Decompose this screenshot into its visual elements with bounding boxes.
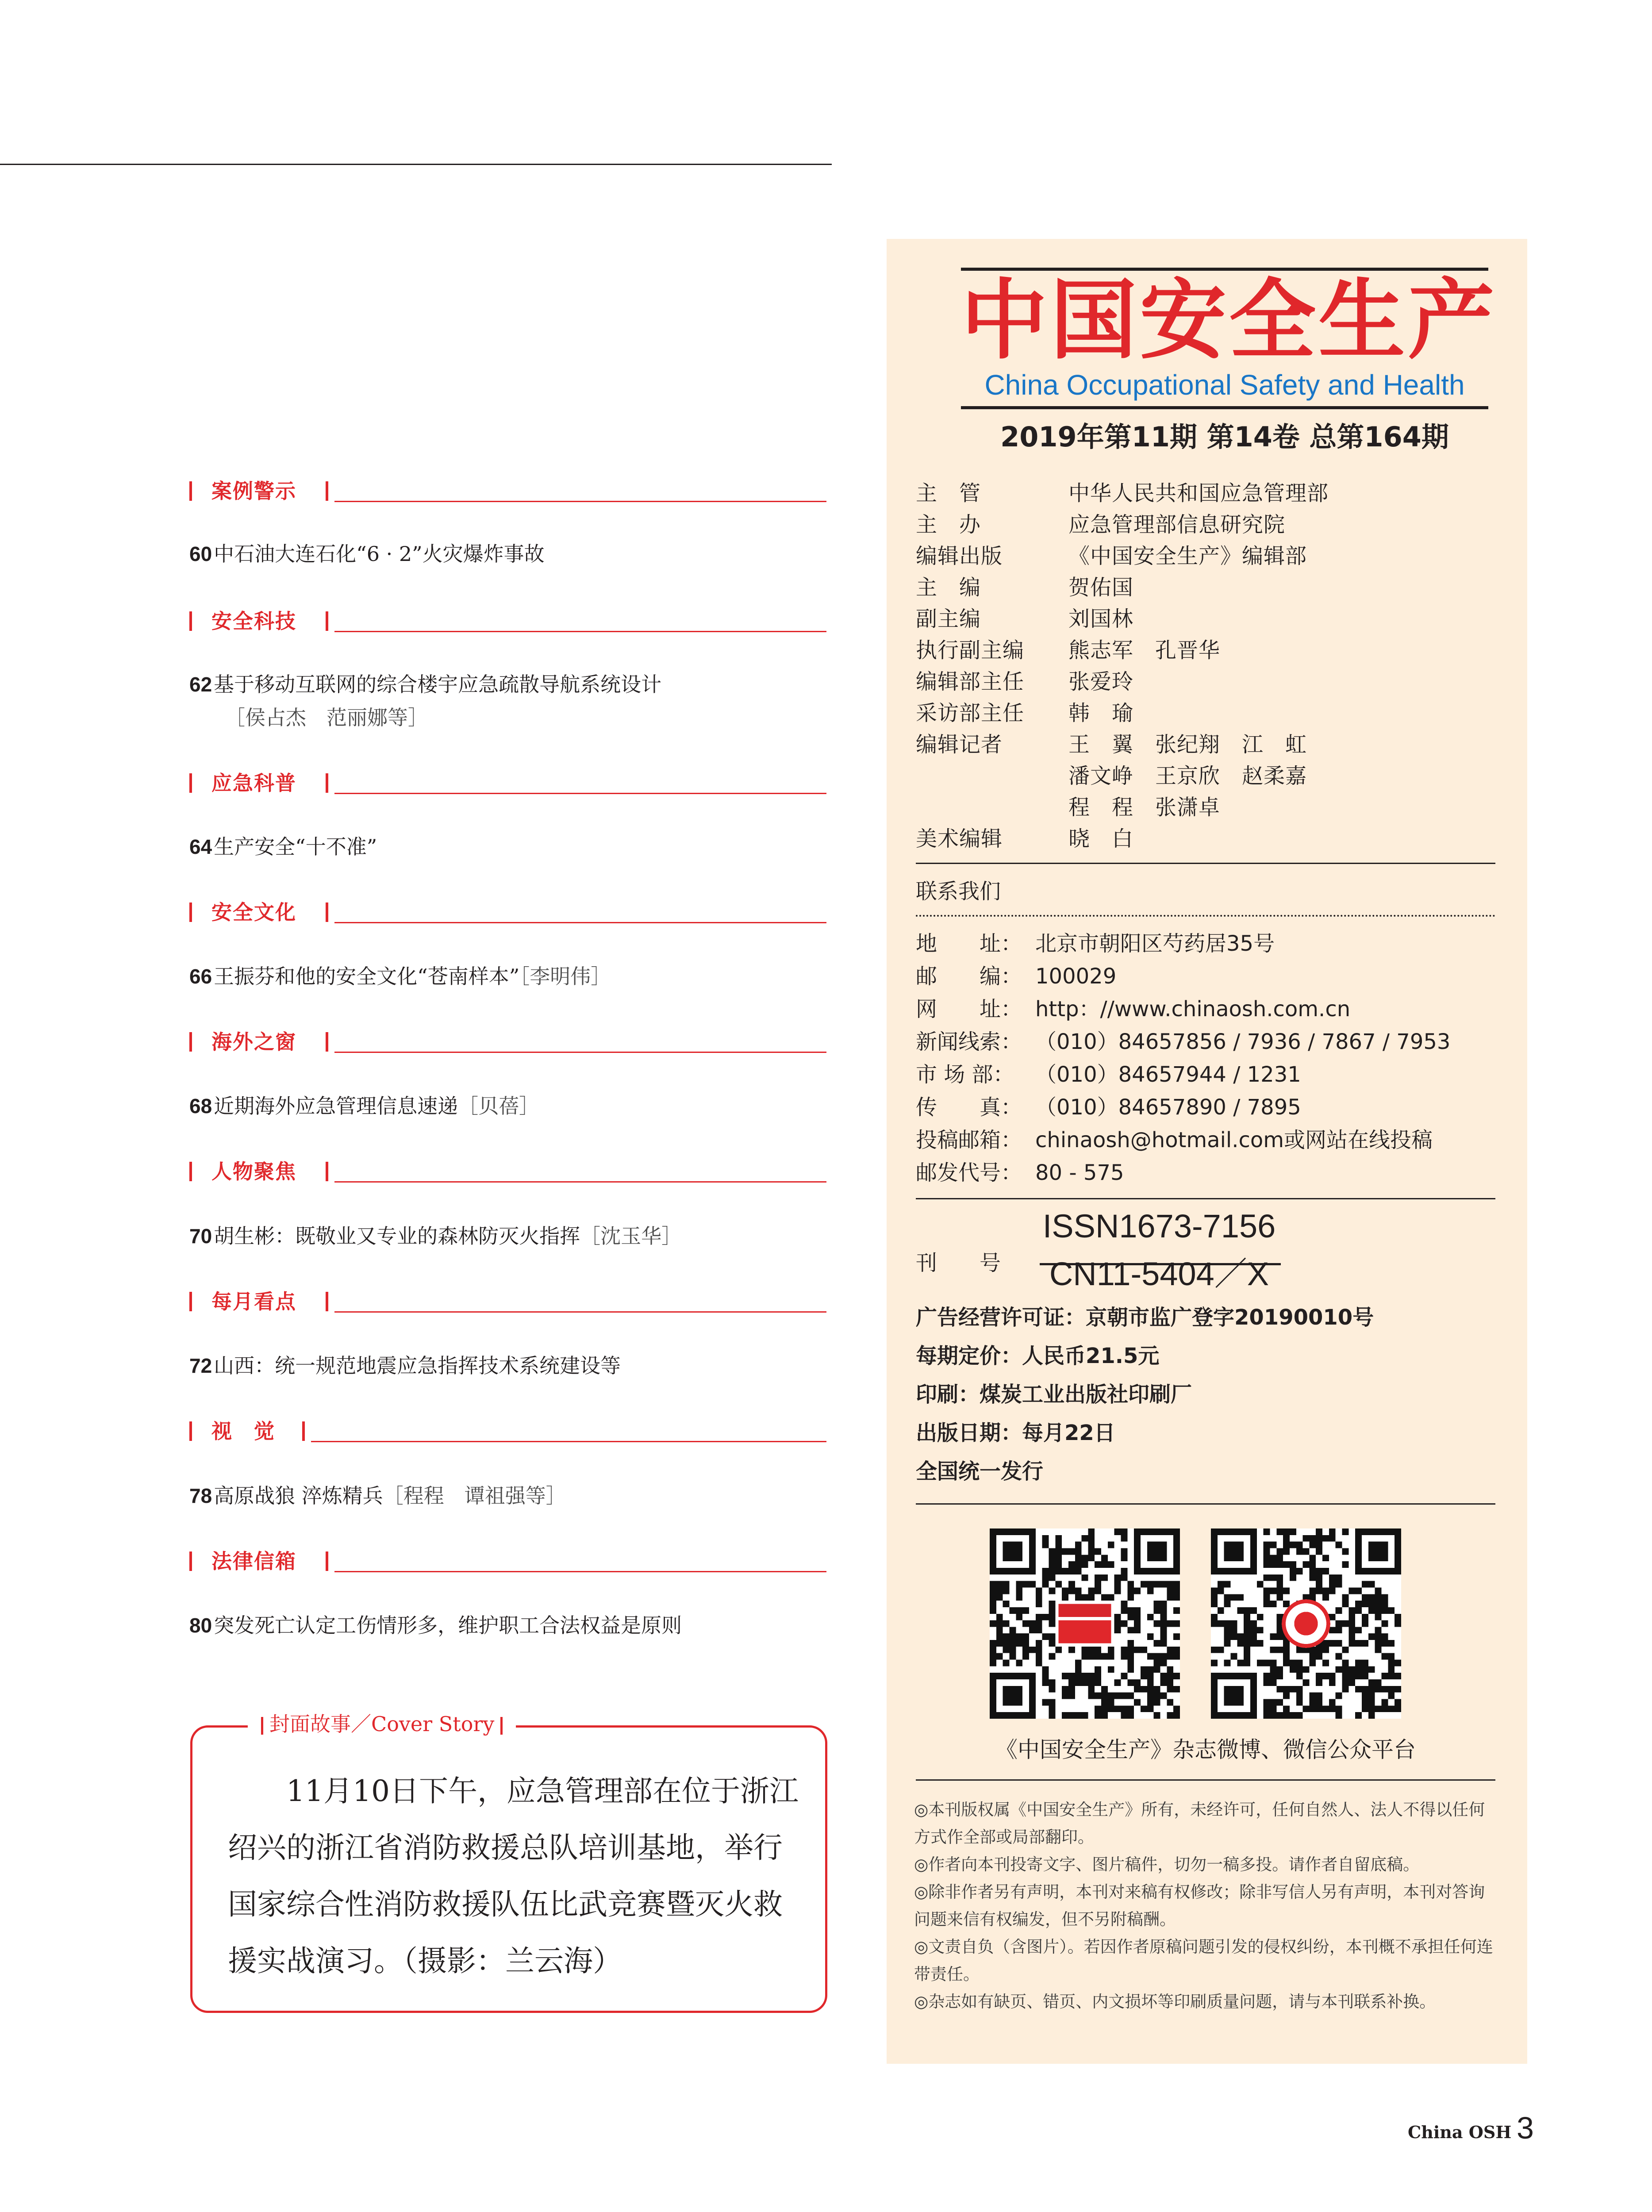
ad-license: 广告经营许可证：京朝市监广登字20190010号 bbox=[916, 1305, 1374, 1330]
magazine-subtitle: China Occupational Safety and Health bbox=[984, 369, 1465, 401]
dotted-divider bbox=[916, 915, 1495, 917]
top-divider bbox=[0, 164, 832, 165]
issn-label: 刊 号 bbox=[916, 1251, 1001, 1275]
distribution: 全国统一发行 bbox=[916, 1459, 1044, 1484]
issn-number: ISSN1673-7156 bbox=[1042, 1208, 1276, 1244]
divider bbox=[916, 1503, 1495, 1505]
cover-story-text: 11月10日下午，应急管理部在位于浙江绍兴的浙江省消防救援总队培训基地，举行国家综合性消防救援队伍比武竞赛暨灭火救援实战演习。（摄影：兰云海） bbox=[228, 1774, 799, 1978]
toc-entry[interactable]: 62基于移动互联网的综合楼宇应急疏散导航系统设计 bbox=[189, 672, 662, 696]
toc-entry[interactable]: 78高原战狼 淬炼精兵［程程 谭祖强等］ bbox=[189, 1484, 566, 1508]
section-header: 安全科技 bbox=[189, 607, 826, 634]
cn-number: CN11-5404／X bbox=[1049, 1256, 1269, 1292]
wechat-qr-code-icon[interactable] bbox=[1211, 1528, 1401, 1719]
toc-entry[interactable]: 64生产安全“十不准” bbox=[189, 835, 377, 859]
masthead-bottom-rule bbox=[961, 406, 1488, 409]
section-header: 应急科普 bbox=[189, 769, 826, 795]
email-link[interactable]: chinaosh@hotmail.com或网站在线投稿 bbox=[1035, 1128, 1433, 1152]
weibo-qr-code-icon[interactable] bbox=[990, 1528, 1180, 1719]
contact-heading: 联系我们 bbox=[916, 879, 1001, 904]
publication-date: 出版日期：每月22日 bbox=[916, 1421, 1115, 1445]
note: ◎杂志如有缺页、错页、内文损坏等印刷质量问题，请与本刊联系补换。 bbox=[914, 1992, 1436, 2011]
section-header: 人物聚焦 bbox=[189, 1157, 826, 1184]
section-header: 法律信箱 bbox=[189, 1547, 826, 1574]
issue-info: 2019年第11期 第14卷 总第164期 bbox=[1000, 421, 1449, 453]
toc-entry[interactable]: 66王振芬和他的安全文化“苍南样本”［李明伟］ bbox=[189, 964, 611, 988]
magazine-title: 中国安全生产 bbox=[961, 270, 1498, 371]
divider bbox=[916, 1779, 1495, 1781]
copyright-notes bbox=[914, 1796, 1498, 2016]
qr-caption: 《中国安全生产》杂志微博、微信公众平台 bbox=[995, 1737, 1416, 1763]
toc-entry[interactable]: 70胡生彬：既敬业又专业的森林防灭火指挥［沈玉华］ bbox=[189, 1224, 682, 1248]
note: ◎除非作者另有声明，本刊对来稿有权修改；除非写信人另有声明，本刊对答询问题来信有权编发，但不另附稿酬。 bbox=[914, 1882, 1485, 1929]
toc-entry[interactable]: 72山西：统一规范地震应急指挥技术系统建设等 bbox=[189, 1354, 621, 1378]
price: 每期定价：人民币21.5元 bbox=[916, 1344, 1160, 1368]
website-link[interactable]: http：//www.chinaosh.com.cn bbox=[1035, 997, 1351, 1022]
cover-story-heading: 封面故事／Cover Story bbox=[248, 1709, 516, 1740]
toc-entry-author: ［侯占杰 范丽娜等］ bbox=[225, 706, 428, 730]
section-header: 每月看点 bbox=[189, 1287, 826, 1314]
toc-entry[interactable]: 68近期海外应急管理信息速递［贝蓓］ bbox=[189, 1094, 540, 1118]
section-header: 视 觉 bbox=[189, 1417, 826, 1444]
printer: 印刷：煤炭工业出版社印刷厂 bbox=[916, 1382, 1192, 1407]
divider bbox=[916, 1198, 1495, 1199]
note: ◎作者向本刊投寄文字、图片稿件，切勿一稿多投。请作者自留底稿。 bbox=[914, 1855, 1420, 1874]
toc-entry[interactable]: 80突发死亡认定工伤情形多，维护职工合法权益是原则 bbox=[189, 1613, 682, 1637]
note: ◎文责自负（含图片）。若因作者原稿问题引发的侵权纠纷，本刊概不承担任何连带责任。 bbox=[914, 1937, 1493, 1984]
note: ◎本刊版权属《中国安全生产》所有，未经许可，任何自然人、法人不得以任何方式作全部或局部翻印。 bbox=[914, 1800, 1485, 1847]
footer-brand: China OSH bbox=[1408, 2122, 1512, 2142]
page-number: 3 bbox=[1517, 2111, 1534, 2145]
section-header: 安全文化 bbox=[189, 898, 826, 925]
section-header: 案例警示 bbox=[189, 477, 826, 503]
divider bbox=[916, 863, 1495, 864]
section-header: 海外之窗 bbox=[189, 1028, 826, 1054]
toc-entry[interactable]: 60中石油大连石化“6 · 2”火灾爆炸事故 bbox=[189, 542, 545, 566]
